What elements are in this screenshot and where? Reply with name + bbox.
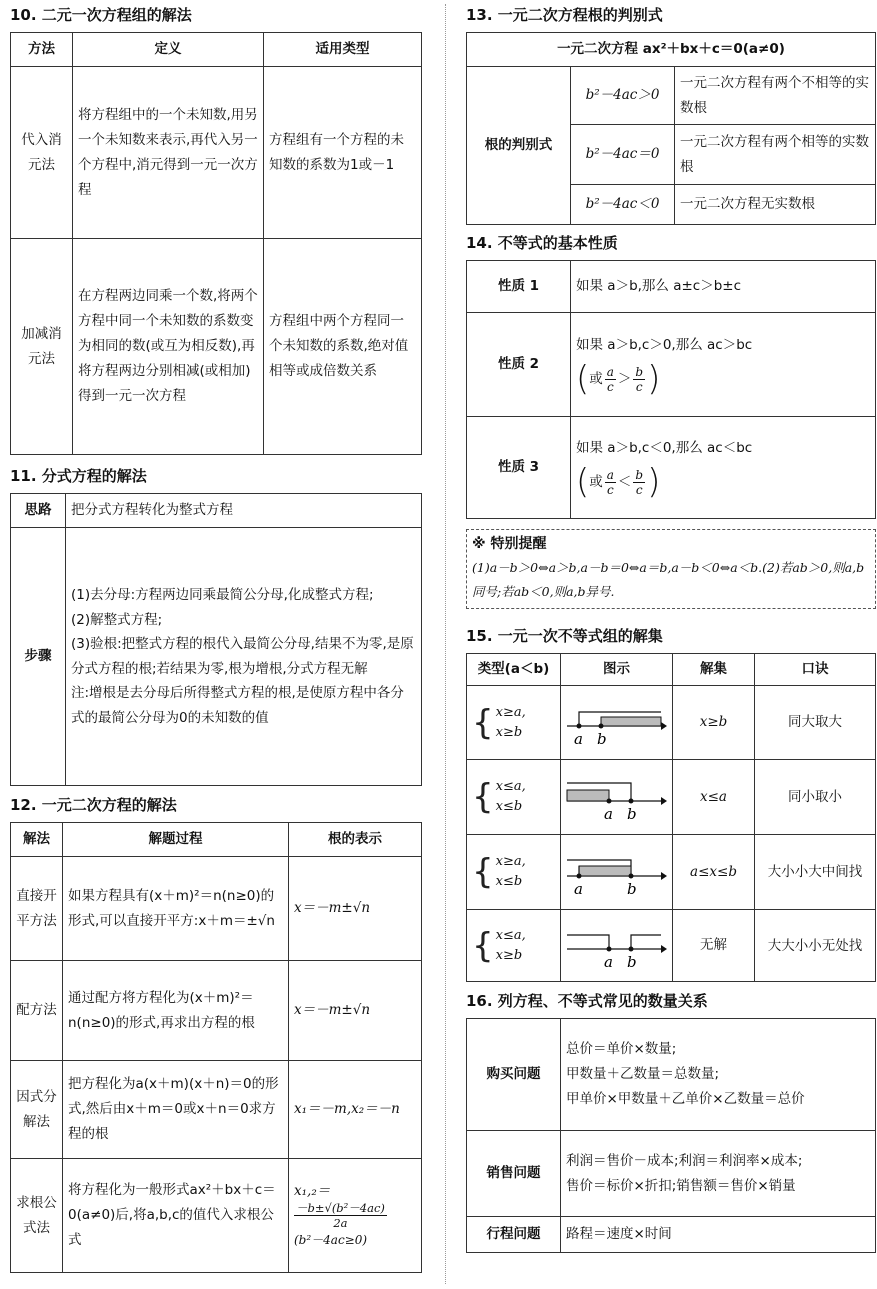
header-applicable-type: 适用类型 [264, 33, 422, 67]
table-row [467, 313, 876, 417]
method-name: 直接开平方法 [11, 857, 63, 961]
point-b-label: b [627, 879, 637, 898]
method-name: 求根公式法 [11, 1159, 63, 1273]
discriminant-condition: b²－4ac＞0 [571, 67, 675, 125]
table-fractional-equation [10, 493, 422, 786]
idea-label: 思路 [11, 494, 66, 528]
problem-type: 购买问题 [467, 1019, 561, 1131]
section-16-title: 16. 列方程、不等式常见的数量关系 [466, 992, 708, 1010]
discriminant-result: 一元二次方程无实数根 [675, 185, 876, 225]
table-row [11, 857, 422, 961]
formula-denominator: 2a [333, 1216, 348, 1230]
step-note: 注:增根是去分母后所得整式方程的根,是使原方程中各分式的最简公分母为0的未知数的值 [71, 685, 404, 726]
step-1: (1)去分母:方程两边同乘最简公分母,化成整式方程; [71, 587, 374, 603]
property-text: 如果 a＞b,那么 a±c＞b±c [571, 261, 876, 313]
table-discriminant [466, 32, 876, 225]
step-3: (3)验根:把整式方程的根代入最简公分母,结果不为零,是原分式方程的根;若结果为零,根为增根,分式方程无解 [71, 636, 414, 677]
point-a-label: a [604, 804, 613, 823]
root-condition: (b²－4ac≥0) [294, 1233, 368, 1247]
property-name: 性质 3 [467, 417, 571, 519]
header-diagram: 图示 [561, 654, 673, 686]
header-type: 类型(a＜b) [467, 654, 561, 686]
discriminant-result: 一元二次方程有两个相等的实数根 [675, 125, 876, 185]
property-name: 性质 1 [467, 261, 571, 313]
system-ineq-2: x≤b [495, 799, 523, 814]
point-b-label: b [627, 804, 637, 823]
discriminant-condition: b²－4ac＝0 [571, 125, 675, 185]
table-inequality-properties [466, 260, 876, 519]
rhyme: 同大取大 [755, 686, 876, 760]
header-definition: 定义 [73, 33, 264, 67]
method-name: 加减消元法 [11, 239, 73, 455]
point-a-label: a [574, 730, 583, 748]
frac-num: b [635, 467, 644, 482]
number-line-diagram [561, 911, 671, 971]
number-line-diagram [561, 838, 671, 898]
discriminant-label: 根的判别式 [467, 67, 571, 225]
problem-type: 销售问题 [467, 1131, 561, 1217]
table-row: { x≥a, x≤b a b a≤x≤b 大小小大中间找 [467, 835, 876, 910]
header-solution: 解集 [673, 654, 755, 686]
point-a-label: a [574, 879, 583, 898]
method-process: 通过配方将方程化为(x＋m)²＝n(n≥0)的形式,再求出方程的根 [63, 961, 289, 1061]
header-process: 解题过程 [63, 823, 289, 857]
number-line-diagram [561, 763, 671, 823]
property-text: 如果 a＞b,c＞0,那么 ac＞bc [576, 337, 753, 353]
table-row [467, 417, 876, 519]
section-12-title: 12. 一元二次方程的解法 [10, 796, 177, 814]
header-rhyme: 口诀 [755, 654, 876, 686]
table-row [11, 961, 422, 1061]
alt-compare: ＜ [617, 473, 632, 490]
note-text: (1)a－b＞0⇔a＞b,a－b＝0⇔a＝b,a－b＜0⇔a＜b.(2)若ab＞0,则a,b同号;若ab＜0,则a,b异号. [472, 560, 865, 599]
method-name: 配方法 [11, 961, 63, 1061]
frac-num: a [606, 467, 614, 482]
method-process: 如果方程具有(x＋m)²＝n(n≥0)的形式,可以直接开平方:x＋m＝±√n [63, 857, 289, 961]
section-14-title: 14. 不等式的基本性质 [466, 234, 618, 252]
method-type: 方程组有一个方程的未知数的系数为1或－1 [264, 67, 422, 239]
table-row [11, 67, 422, 239]
relation-line: 甲单价×甲数量＋乙单价×乙数量＝总价 [566, 1091, 805, 1107]
discriminant-header: 一元二次方程 ax²＋bx＋c＝0(a≠0) [467, 33, 876, 67]
table-quadratic-methods [10, 822, 422, 1273]
column-divider [445, 4, 446, 1284]
relation-line: 总价＝单价×数量; [566, 1041, 677, 1057]
frac-den: c [606, 482, 614, 497]
point-a-label: a [604, 953, 613, 971]
point-b-label: b [597, 730, 607, 748]
property-text: 如果 a＞b,c＜0,那么 ac＜bc [576, 440, 753, 456]
system-ineq-2: x≥b [495, 947, 523, 963]
relation-line: 利润＝售价－成本;利润＝利润率×成本; [566, 1152, 803, 1169]
number-line-diagram [561, 688, 671, 748]
relation-line: 售价＝标价×折扣;销售额＝售价×销量 [566, 1177, 796, 1194]
method-name: 代入消元法 [11, 67, 73, 239]
property-alt-form: ( 或 $\frac{a}{c}$ ＞ $\frac{b}{c}$ ) [576, 359, 661, 399]
frac-den: c [606, 379, 614, 394]
table-row [467, 261, 876, 313]
system-ineq-1: x≤a, [495, 779, 526, 794]
table-row [467, 1019, 876, 1131]
method-root: x＝－m±√n [289, 857, 422, 961]
table-row: { x≤a, x≤b a b x≤a 同小取小 [467, 760, 876, 835]
table-row [11, 1061, 422, 1159]
frac-num: b [635, 364, 644, 379]
header-root: 根的表示 [289, 823, 422, 857]
quadratic-formula [294, 1201, 387, 1230]
solution-set: 无解 [673, 910, 755, 982]
discriminant-condition: b²－4ac＜0 [571, 185, 675, 225]
step-2: (2)解整式方程; [71, 611, 163, 628]
system-ineq-2: x≥b [495, 724, 523, 740]
rhyme: 大小小大中间找 [755, 835, 876, 910]
steps-label: 步骤 [11, 528, 66, 786]
table-row [11, 1159, 422, 1273]
table-row [11, 239, 422, 455]
frac-den: c [635, 379, 643, 394]
section-11-title: 11. 分式方程的解法 [10, 467, 147, 485]
table-row [467, 1131, 876, 1217]
alt-or: 或 [589, 370, 603, 387]
method-definition: 将方程组中的一个未知数,用另一个未知数来表示,再代入另一个方程中,消元得到一元一次方程 [73, 67, 264, 239]
table-inequality-systems [466, 653, 876, 982]
formula-numerator: －b±√(b²－4ac) [296, 1201, 385, 1215]
left-column [10, 0, 422, 1273]
idea-text: 把分式方程转化为整式方程 [66, 494, 422, 528]
solution-set: x≥b [673, 686, 755, 760]
table-row [467, 1217, 876, 1253]
note-title: ※ 特别提醒 [472, 536, 547, 552]
system-ineq-1: x≥a, [495, 704, 526, 720]
system-ineq-1: x≥a, [495, 854, 526, 869]
method-process: 把方程化为a(x＋m)(x＋n)＝0的形式,然后由x＋m＝0或x＋n＝0求方程的根 [63, 1061, 289, 1159]
section-13-title: 13. 一元二次方程根的判别式 [466, 6, 663, 24]
solution-set: x≤a [673, 760, 755, 835]
relation-line: 甲数量＋乙数量＝总数量; [566, 1066, 720, 1082]
alt-or: 或 [589, 473, 603, 490]
frac-den: c [635, 482, 643, 497]
table-quantity-relations [466, 1018, 876, 1253]
point-b-label: b [627, 953, 637, 971]
property-name: 性质 2 [467, 313, 571, 417]
table-row: { x≥a, x≥b a b x≥b 同大取大 [467, 686, 876, 760]
special-note [466, 529, 876, 609]
relation-line: 路程＝速度×时间 [561, 1217, 876, 1253]
section-10-title: 10. 二元一次方程组的解法 [10, 6, 192, 24]
system-ineq-2: x≤b [495, 874, 523, 889]
method-root: x＝－m±√n [289, 961, 422, 1061]
header-method: 方法 [11, 33, 73, 67]
method-type: 方程组中两个方程同一个未知数的系数,绝对值相等或成倍数关系 [264, 239, 422, 455]
right-column [466, 0, 876, 1253]
header-method: 解法 [11, 823, 63, 857]
method-name: 因式分解法 [11, 1061, 63, 1159]
method-root: x₁＝－m,x₂＝－n [289, 1061, 422, 1159]
problem-type: 行程问题 [467, 1217, 561, 1253]
method-process: 将方程化为一般形式ax²＋bx＋c＝0(a≠0)后,将a,b,c的值代入求根公式 [63, 1159, 289, 1273]
system-ineq-1: x≤a, [495, 927, 526, 943]
frac-num: a [606, 364, 614, 379]
table-linear-system-methods [10, 32, 422, 455]
method-definition: 在方程两边同乘一个数,将两个方程中同一个未知数的系数变为相同的数(或互为相反数),再将方程两边分别相减(或相加)得到一元一次方程 [73, 239, 264, 455]
property-alt-form: ( 或 $\frac{a}{c}$ ＜ $\frac{b}{c}$ ) [576, 462, 661, 502]
table-row: { x≤a, x≥b a b 无解 大大小小无处找 [467, 910, 876, 982]
discriminant-result: 一元二次方程有两个不相等的实数根 [675, 67, 876, 125]
rhyme: 同小取小 [755, 760, 876, 835]
rhyme: 大大小小无处找 [755, 910, 876, 982]
solution-set: a≤x≤b [673, 835, 755, 910]
root-label: x₁,₂＝ [294, 1183, 331, 1199]
alt-compare: ＞ [617, 370, 632, 387]
section-15-title: 15. 一元一次不等式组的解集 [466, 627, 663, 645]
